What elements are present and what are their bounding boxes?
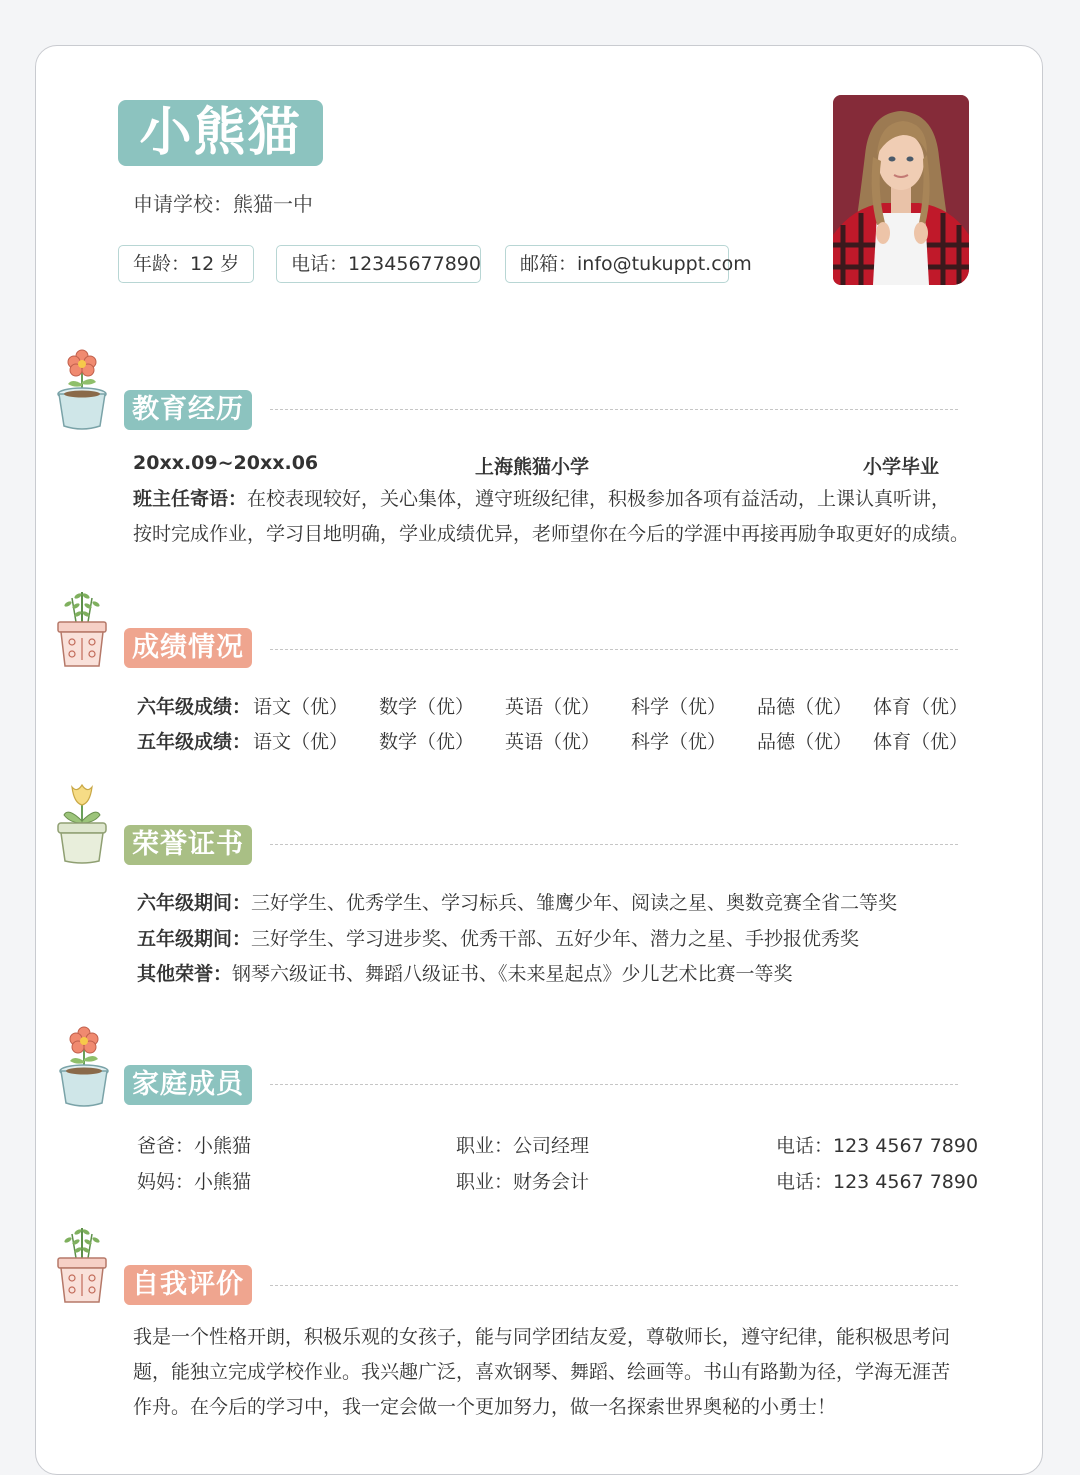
family-phone: 电话：123 4567 7890 [776,1171,979,1193]
potted-plant-icon [54,1222,110,1306]
grade-cell: 语文（优） [253,696,349,718]
grade-row-label: 五年级成绩： [137,731,252,753]
self-evaluation [133,1320,973,1425]
potted-tulip-icon [54,781,110,865]
education-degree: 小学毕业 [863,456,940,478]
honor-row-text: 三好学生、优秀学生、学习标兵、雏鹰少年、阅读之星、奥数竞赛全省二等奖 [251,892,898,914]
section-divider [270,844,958,845]
grade-cell: 语文（优） [253,731,349,753]
family-phone: 电话：123 4567 7890 [776,1135,979,1157]
age-box: 年龄：12 岁 [118,245,254,283]
teacher-comment-label: 班主任寄语： [133,488,248,510]
grade-cell: 科学（优） [631,696,727,718]
applied-school: 申请学校：熊猫一中 [133,192,313,216]
honor-row-text: 三好学生、学习进步奖、优秀干部、五好少年、潜力之星、手抄报优秀奖 [251,928,860,950]
self-evaluation-line: 我是一个性格开朗，积极乐观的女孩子，能与同学团结友爱，尊敬师长，遵守纪律，能积极思考问 [133,1326,951,1348]
section-title-honors: 荣誉证书 [124,825,252,865]
grade-cell: 品德（优） [757,731,853,753]
potted-flower-icon [54,348,110,432]
honor-row [137,959,793,986]
grade-cell: 科学（优） [631,731,727,753]
teacher-comment-line: 按时完成作业，学习目地明确，学业成绩优异，老师望你在今后的学涯中再接再励争取更好的成绩。 [133,523,970,545]
honor-row-label: 其他荣誉： [137,963,233,985]
profile-photo [833,95,969,285]
grade-row-label: 六年级成绩： [137,696,252,718]
email-box: 邮箱：info@tukuppt.com [505,245,729,283]
family-member: 妈妈：小熊猫 [137,1171,252,1193]
family-job: 职业：公司经理 [456,1135,590,1157]
grade-cell: 体育（优） [873,696,969,718]
honor-row-text: 钢琴六级证书、舞蹈八级证书、《未来星起点》少儿艺术比赛一等奖 [232,963,793,985]
honor-row-label: 五年级期间： [137,928,252,950]
grade-cell: 数学（优） [379,731,475,753]
family-member: 爸爸：小熊猫 [137,1135,252,1157]
grade-cell: 数学（优） [379,696,475,718]
name-title: 小熊猫 [118,100,323,166]
section-title-family: 家庭成员 [124,1065,252,1105]
section-title-education: 教育经历 [124,390,252,430]
self-evaluation-line: 题，能独立完成学校作业。我兴趣广泛，喜欢钢琴、舞蹈、绘画等。书山有路勤为径，学海无涯苦 [133,1361,951,1383]
teacher-comment [133,482,973,552]
education-school: 上海熊猫小学 [475,456,590,478]
grade-cell: 品德（优） [757,696,853,718]
section-divider [270,409,958,410]
section-title-grades: 成绩情况 [124,628,252,668]
grade-cell: 体育（优） [873,731,969,753]
honor-row-label: 六年级期间： [137,892,252,914]
grade-cell: 英语（优） [505,731,601,753]
honor-row [137,888,897,915]
phone-box: 电话：12345677890 [276,245,481,283]
honor-row [137,924,859,951]
section-divider [270,1285,958,1286]
self-evaluation-line: 作舟。在今后的学习中，我一定会做一个更加努力，做一名探索世界奥秘的小勇士！ [133,1396,837,1418]
grade-cell: 英语（优） [505,696,601,718]
education-period: 20xx.09~20xx.06 [133,452,319,474]
potted-plant-icon [54,586,110,670]
family-job: 职业：财务会计 [456,1171,590,1193]
section-title-self: 自我评价 [124,1265,252,1305]
section-divider [270,1084,958,1085]
section-divider [270,649,958,650]
potted-flower-icon [54,1025,110,1109]
teacher-comment-line: 在校表现较好，关心集体，遵守班级纪律，积极参加各项有益活动，上课认真听讲， [247,488,951,510]
